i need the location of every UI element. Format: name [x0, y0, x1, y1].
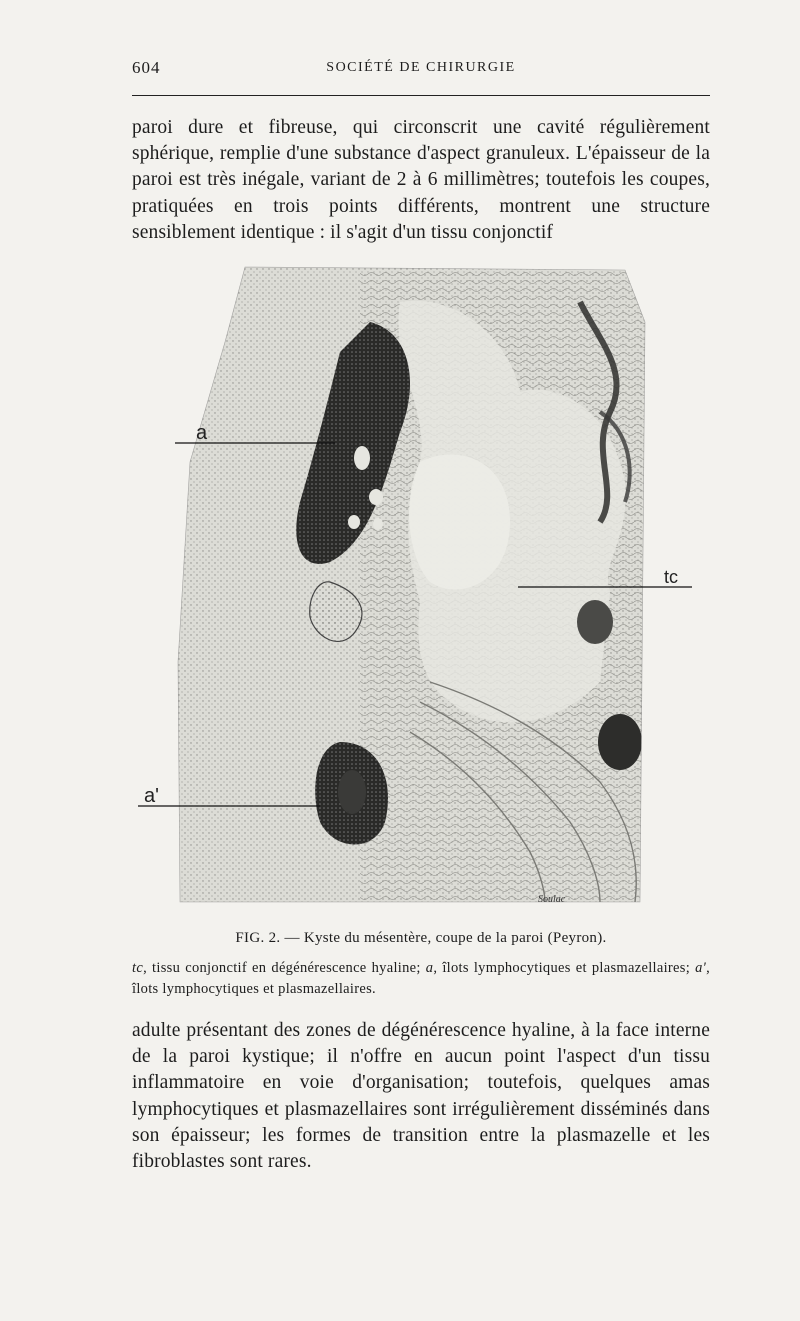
legend-key-tc: tc	[132, 960, 144, 976]
label-a-prime: a'	[144, 785, 159, 807]
legend-key-a-prime: a'	[695, 960, 707, 976]
legend-text-a: , îlots lymphocytiques et plasmazellaires;	[433, 960, 696, 976]
legend-text-tc: , tissu conjonctif en dégénérescence hyaline;	[143, 960, 426, 976]
tissue-section	[130, 262, 700, 922]
header-rule	[132, 95, 710, 96]
engraver-signature: Soulac	[538, 894, 566, 905]
figure-legend	[132, 958, 710, 1000]
paragraph-top: paroi dure et fibreuse, qui circonscrit une cavité régulièrement sphérique, remplie d'une substance d'aspect granuleux. L'épaisseur de la paroi est très inégale, variant de 2 à 6 millimètres; toutefois les coupes, pratiquées en trois points différents, montrent une structure sensiblement identique : il s'agit d'un tissu conjonctif	[132, 117, 710, 243]
page-number: 604	[132, 58, 161, 77]
legend-text-a-prime: , îlots lymphocytiques et plasmazellaires.	[132, 960, 711, 997]
running-title: SOCIÉTÉ DE CHIRURGIE	[326, 60, 516, 75]
label-tc: tc	[664, 567, 679, 587]
running-head	[132, 58, 710, 86]
histology-drawing	[130, 262, 700, 922]
histology-figure	[130, 262, 700, 922]
figure-caption: FIG. 2. — Kyste du mésentère, coupe de la paroi (Peyron).	[235, 930, 607, 946]
label-a: a	[196, 422, 208, 444]
legend-key-a: a	[425, 960, 434, 976]
paragraph-bottom: adulte présentant des zones de dégénérescence hyaline, à la face interne de la paroi kystique; il n'offre en aucun point l'aspect d'un tissu inflammatoire en voie d'organisation; toutefois, quelques amas lymphocytiques et plasmazellaires sont irrégulièrement disséminés dans son épaisseur; les formes de transition entre la plasmazelle et les fibroblastes sont rares.	[132, 1020, 710, 1173]
